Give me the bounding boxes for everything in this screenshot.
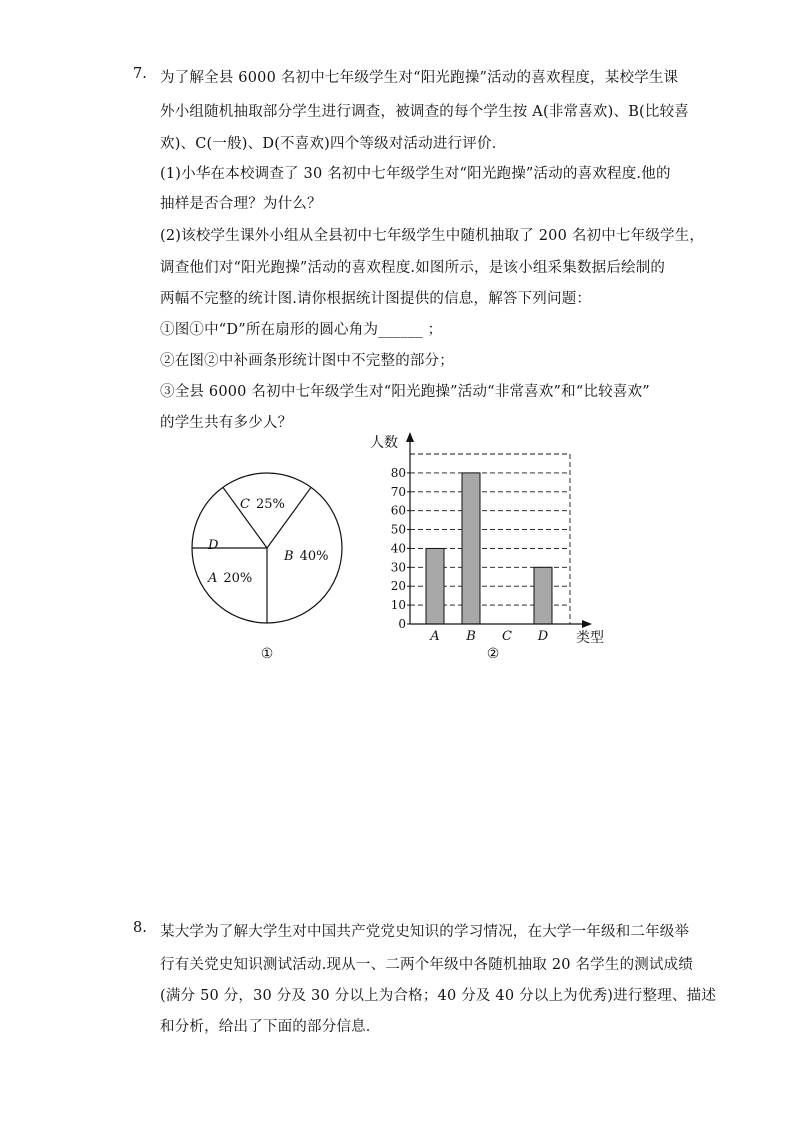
q7-line-6: (2)该校学生课外小组从全县初中七年级学生中随机抽取了 200 名初中七年级学生，	[160, 228, 705, 244]
pie-caption: ①	[260, 646, 274, 662]
y-tick-label: 30	[390, 560, 406, 575]
x-axis-arrow	[582, 620, 592, 628]
y-tick-label: 0	[398, 617, 406, 631]
q7-line-7: 调查他们对“阳光跑操”活动的喜欢程度.如图所示，是该小组采集数据后绘制的	[160, 260, 666, 276]
y-tick-label: 80	[390, 465, 406, 480]
y-tick-label: 70	[390, 484, 406, 499]
q7-line-11: ③全县 6000 名初中七年级学生对“阳光跑操”活动“非常喜欢”和“比较喜欢”	[160, 384, 650, 400]
question-8-number: 8.	[133, 920, 147, 936]
bar-caption: ②	[486, 646, 500, 662]
y-tick-label: 10	[390, 598, 406, 613]
y-axis-label: 人数	[370, 435, 398, 451]
q7-line-12: 的学生共有多少人？	[160, 415, 293, 431]
q7-line-9: ①图①中“D”所在扇形的圆心角为______ ；	[160, 322, 443, 338]
q7-line-3: 欢)、C(一般)、D(不喜欢)四个等级对活动进行评价．	[160, 136, 507, 152]
x-tick-d: D	[537, 629, 549, 644]
x-tick-b: B	[466, 629, 476, 644]
q7-line-5: 抽样是否合理？为什么？	[160, 196, 322, 212]
pie-slice-label-b: B 40%	[284, 549, 329, 564]
pie-chart	[192, 473, 342, 662]
pie-slice-label-d: D	[208, 538, 219, 553]
bar-d	[534, 567, 552, 624]
x-tick-a: A	[430, 629, 440, 644]
q8-line-3: (满分 50 分，30 分及 30 分以上为合格；40 分及 40 分以上为优秀)进行整理、描述	[160, 988, 717, 1004]
q7-line-8: 两幅不完整的统计图.请你根据统计图提供的信息，解答下列问题：	[160, 291, 592, 307]
y-tick-label: 20	[390, 579, 406, 594]
q7-line-2: 外小组随机抽取部分学生进行调查，被调查的每个学生按 A(非常喜欢)、B(比较喜	[160, 104, 690, 120]
pie-slice-label-a: A 20%	[208, 571, 253, 586]
q7-line-1: 为了解全县 6000 名初中七年级学生对“阳光跑操”活动的喜欢程度，某校学生课	[160, 70, 679, 86]
y-tick-label: 50	[390, 522, 406, 537]
x-axis-label: 类型	[576, 630, 604, 646]
q8-line-4: 和分析，给出了下面的部分信息．	[160, 1019, 381, 1035]
q8-line-2: 行有关党史知识测试活动.现从一、二两个年级中各随机抽取 20 名学生的测试成绩	[160, 957, 694, 973]
y-axis-arrow	[406, 432, 414, 442]
y-tick-label: 60	[390, 503, 406, 518]
question-7-number: 7.	[133, 66, 147, 82]
bar-chart	[370, 432, 604, 662]
q7-line-4: (1)小华在本校调查了 30 名初中七年级学生对“阳光跑操”活动的喜欢程度.他的	[160, 166, 671, 182]
pie-slice-label-c: C 25%	[240, 497, 285, 512]
bar-b	[462, 473, 480, 624]
q7-line-10: ②在图②中补画条形统计图中不完整的部分；	[160, 353, 454, 369]
figures	[180, 430, 620, 670]
q8-line-1: 某大学为了解大学生对中国共产党党史知识的学习情况，在大学一年级和二年级举	[160, 924, 690, 940]
y-tick-label: 40	[390, 541, 406, 556]
x-tick-c: C	[502, 629, 512, 644]
bar-a	[426, 548, 444, 624]
